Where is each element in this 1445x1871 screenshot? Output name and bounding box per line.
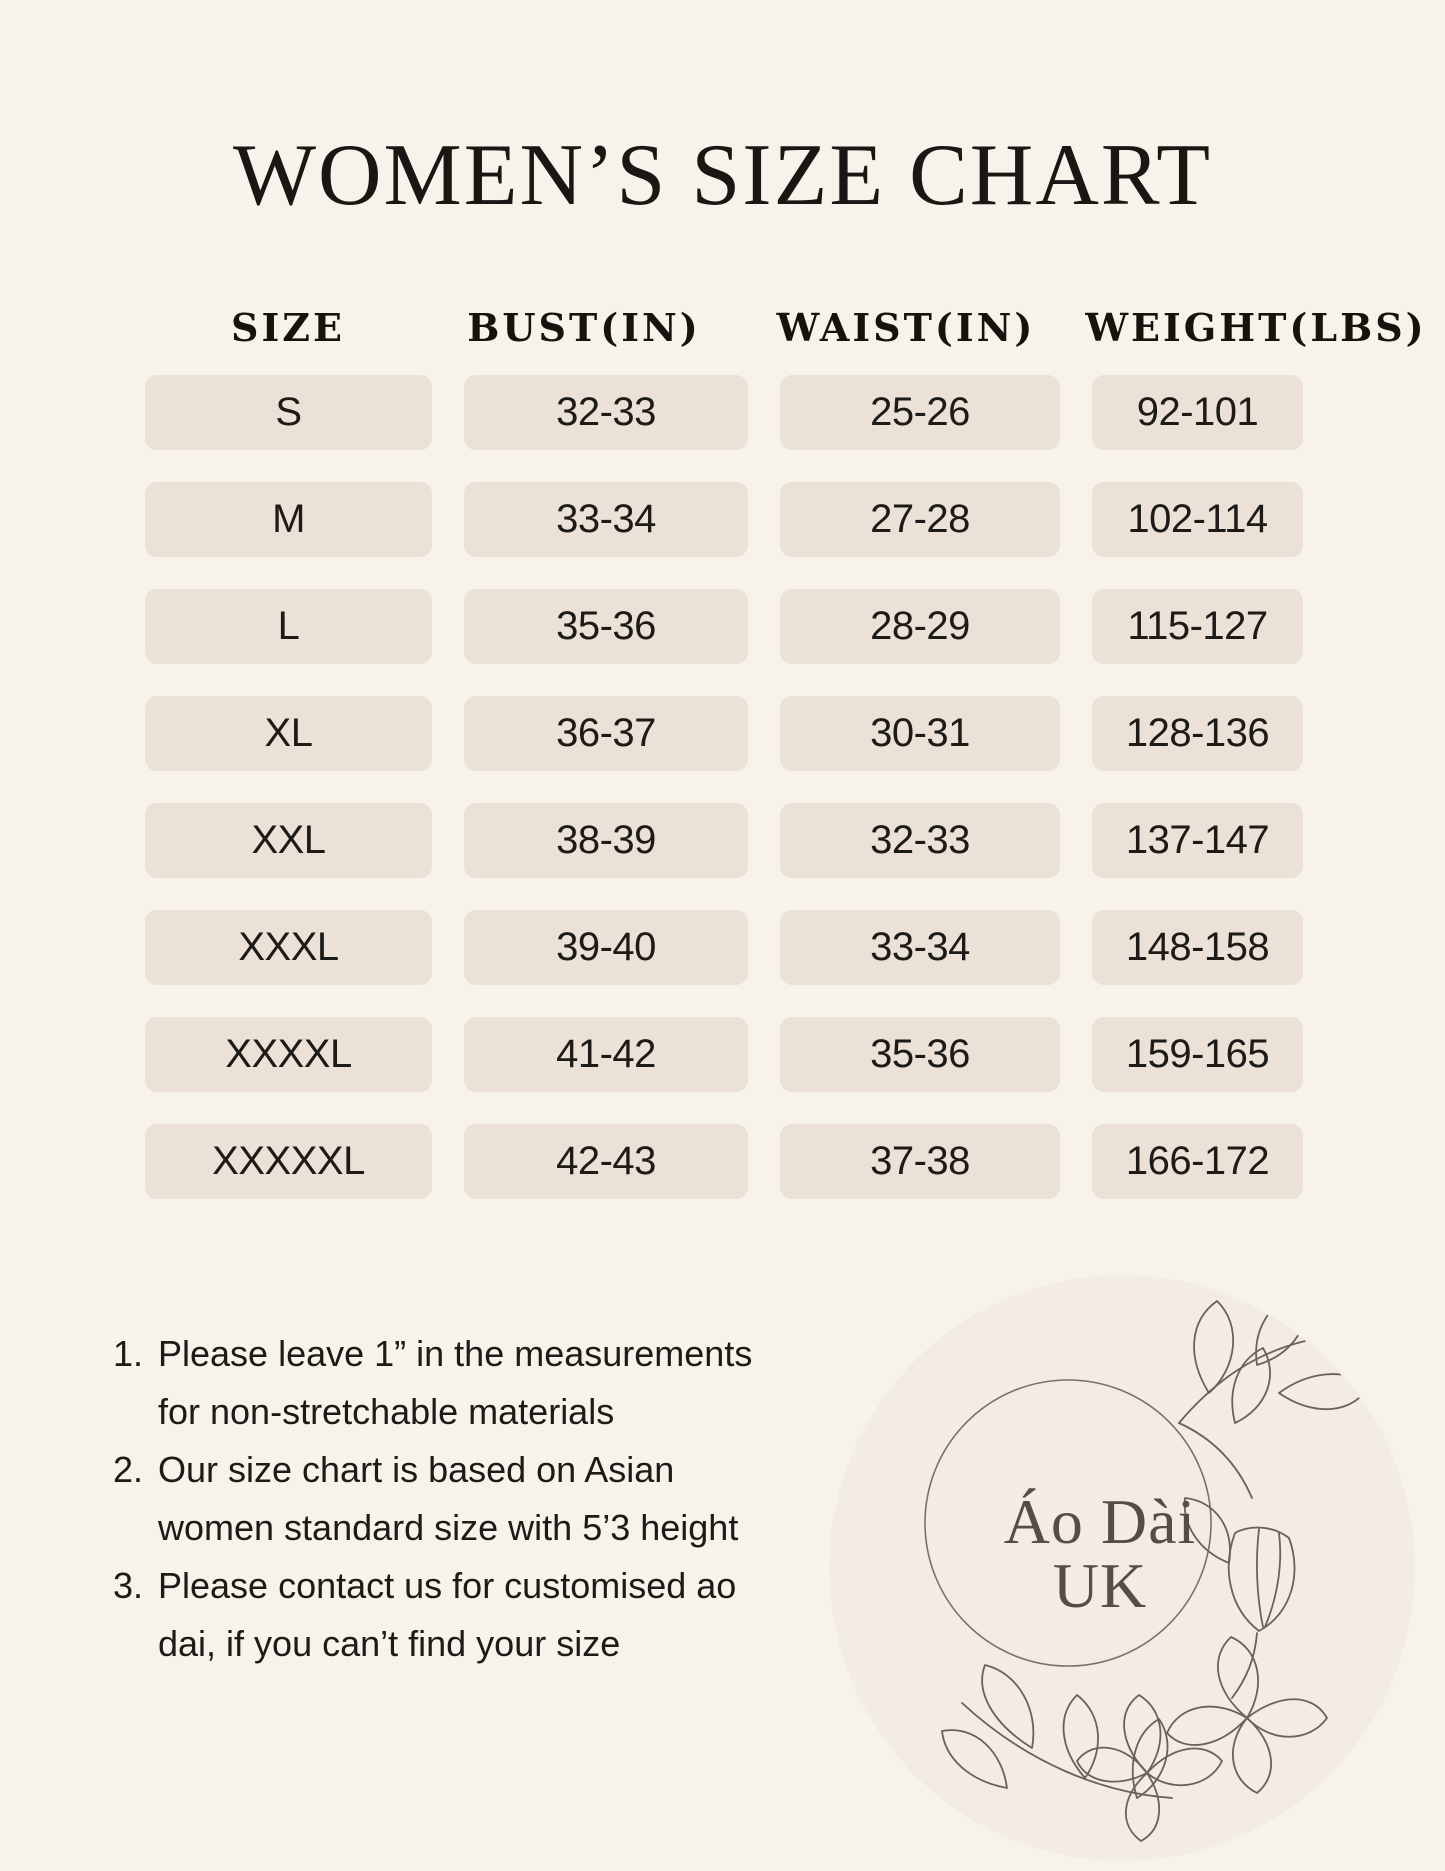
table-cell: XXXXXL — [145, 1124, 432, 1199]
note-number: 3. — [113, 1565, 144, 1606]
table-cell: 38-39 — [464, 803, 748, 878]
table-cell: 92-101 — [1092, 375, 1303, 450]
note-text: Please leave 1” in the measurements for non-stretchable materials — [158, 1333, 753, 1432]
table-cell: XXL — [145, 803, 432, 878]
note-item — [113, 1325, 780, 1441]
table-cell: 166-172 — [1092, 1124, 1303, 1199]
table-cell: 32-33 — [464, 375, 748, 450]
table-cell: 25-26 — [780, 375, 1060, 450]
note-item — [113, 1557, 780, 1673]
brand-logo — [827, 1273, 1417, 1863]
table-cell: 28-29 — [780, 589, 1060, 664]
note-text: Please contact us for customised ao dai, if you can’t find your size — [158, 1565, 737, 1664]
table-cell: 137-147 — [1092, 803, 1303, 878]
column-header-weight: WEIGHT(LBS) — [1085, 305, 1427, 350]
table-cell: 41-42 — [464, 1017, 748, 1092]
table-cell: 27-28 — [780, 482, 1060, 557]
table-cell: XXXL — [145, 910, 432, 985]
table-cell: 35-36 — [780, 1017, 1060, 1092]
table-cell: 33-34 — [464, 482, 748, 557]
table-cell: M — [145, 482, 432, 557]
table-cell: 33-34 — [780, 910, 1060, 985]
table-cell: 35-36 — [464, 589, 748, 664]
table-cell: 128-136 — [1092, 696, 1303, 771]
column-header-bust: BUST(IN) — [467, 305, 701, 350]
note-number: 1. — [113, 1333, 144, 1374]
size-table — [145, 375, 1303, 1199]
note-number: 2. — [113, 1449, 144, 1490]
table-cell: XXXXL — [145, 1017, 432, 1092]
table-cell: 39-40 — [464, 910, 748, 985]
table-cell: 37-38 — [780, 1124, 1060, 1199]
table-cell: L — [145, 589, 432, 664]
table-cell: 32-33 — [780, 803, 1060, 878]
table-cell: 148-158 — [1092, 910, 1303, 985]
table-cell: XL — [145, 696, 432, 771]
logo-text-line2: UK — [1052, 1550, 1148, 1621]
table-cell: 42-43 — [464, 1124, 748, 1199]
note-item — [113, 1441, 780, 1557]
table-cell: 36-37 — [464, 696, 748, 771]
page-title: WOMEN’S SIZE CHART — [232, 127, 1213, 224]
table-cell: 30-31 — [780, 696, 1060, 771]
notes-list — [113, 1325, 780, 1673]
logo-text-line1: Áo Dài — [1003, 1486, 1197, 1557]
note-text: Our size chart is based on Asian women standard size with 5’3 height — [158, 1449, 739, 1548]
column-header-waist: WAIST(IN) — [776, 305, 1036, 350]
column-header-size: SIZE — [231, 305, 345, 350]
table-cell: 102-114 — [1092, 482, 1303, 557]
table-cell: S — [145, 375, 432, 450]
table-cell: 115-127 — [1092, 589, 1303, 664]
table-cell: 159-165 — [1092, 1017, 1303, 1092]
